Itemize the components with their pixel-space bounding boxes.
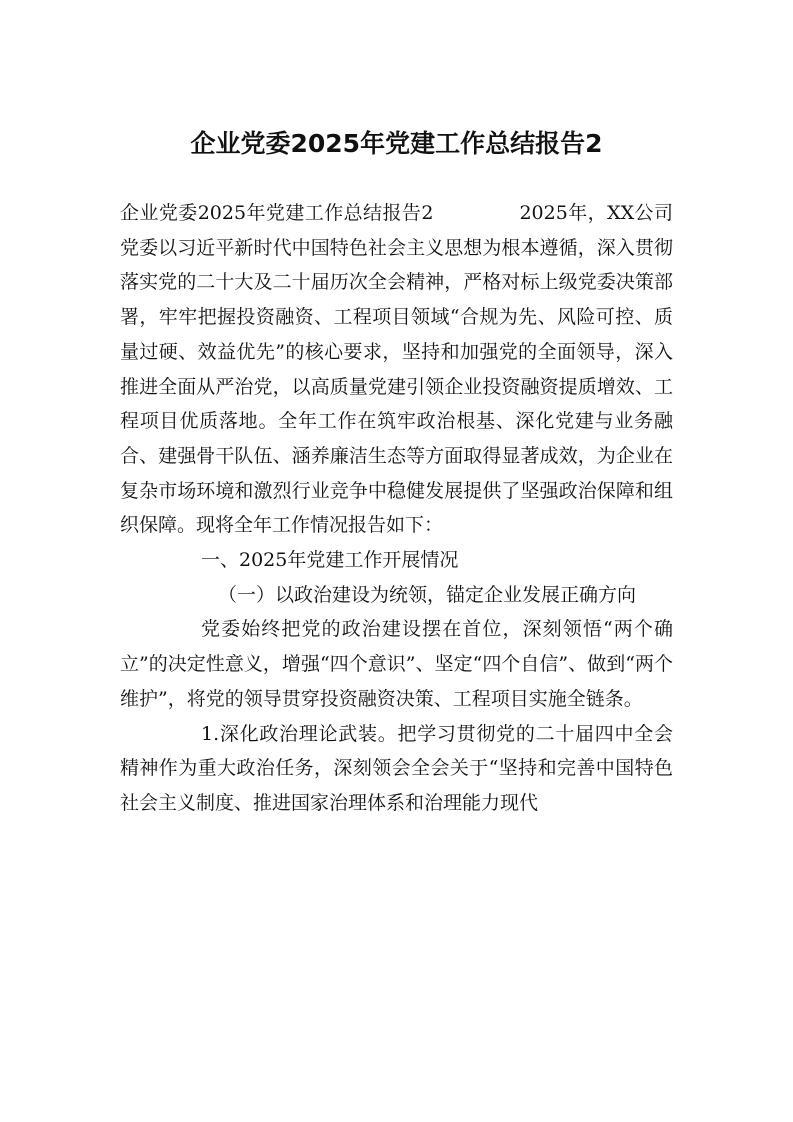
intro-paragraph xyxy=(120,196,673,543)
section-heading-1: 一、2025年党建工作开展情况 xyxy=(201,549,459,572)
intro-body: 2025年，XX公司党委以习近平新时代中国特色社会主义思想为根本遵循，深入贯彻落实党的二十大及二十届历次全会精神，严格对标上级党委决策部署，牢牢把握投资融资、工程项目领域“合规为先、风险可控、质量过硬、效益优先”的核心要求，坚持和加强党的全面领导，深入推进全面从严治党，以高质量党建引领企业投资融资提质增效、工程项目优质落地。全年工作在筑牢政治根基、深化党建与业务融合、建强骨干队伍、涵养廉洁生态等方面取得显著成效，为企业在复杂市场环境和激烈行业竞争中稳健发展提供了坚强政治保障和组织保障。现将全年工作情况报告如下： xyxy=(120,202,673,537)
intro-prefix: 企业党委2025年党建工作总结报告2 xyxy=(120,202,434,224)
body-paragraph-2: 1.深化政治理论武装。把学习贯彻党的二十届四中全会精神作为重大政治任务，深刻领会全会关于“坚持和完善中国特色社会主义制度、推进国家治理体系和治理能力现代 xyxy=(120,722,673,814)
subsection-heading-1-1: （一）以政治建设为统领，锚定企业发展正确方向 xyxy=(218,583,637,606)
document-title: 企业党委2025年党建工作总结报告2 xyxy=(190,129,603,158)
document-body xyxy=(120,196,673,821)
body-paragraph-1: 党委始终把党的政治建设摆在首位，深刻领悟“两个确立”的决定性意义，增强“四个意识”、坚定“四个自信”、做到“两个维护”，将党的领导贯穿投资融资决策、工程项目实施全链条。 xyxy=(120,618,673,710)
